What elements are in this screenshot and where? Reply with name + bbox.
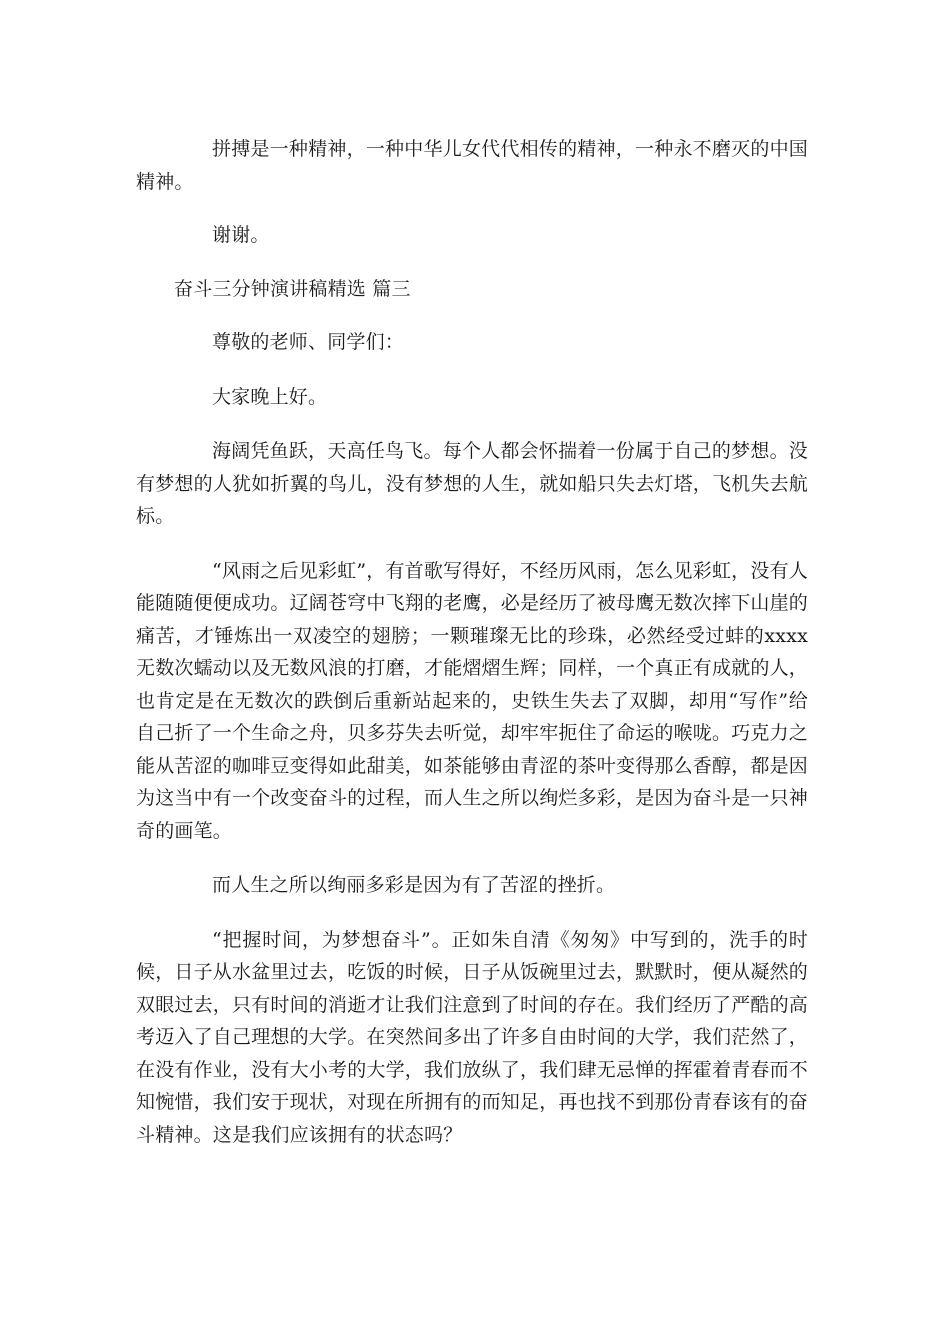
- paragraph-good-evening: 大家晚上好。: [212, 385, 328, 408]
- paragraph-time: “把握时间，为梦想奋斗”。正如朱自清《匆匆》中写到的，洗手的时候，日子从水盆里过去，吃饭的时候，日子从饭碗里过去，默默时，便从凝然的双眼过去，只有时间的消逝才让我们注意到了时间的存在。我们经历了严酷的高考迈入了自己理想的大学。在突然间多出了许多自由时间的大学，我们茫然了，在没有作业，没有大小考的大学，我们放纵了，我们肆无忌惮的挥霍着青春而不知惋惜，我们安于现状，对现在所拥有的而知足，再也找不到那份青春该有的奋斗精神。这是我们应该拥有的状态吗？: [136, 928, 809, 1146]
- section-heading: 奋斗三分钟演讲稿精选 篇三: [174, 277, 411, 300]
- paragraph-spirit: 拼搏是一种精神，一种中华儿女代代相传的精神，一种永不磨灭的中国精神。: [136, 138, 808, 193]
- paragraph-rainbow: “风雨之后见彩虹”，有首歌写得好，不经历风雨，怎么见彩虹，没有人能随随便便成功。辽阔苍穹中飞翔的老鹰，必是经历了被母鹰无数次摔下山崖的痛苦，才锤炼出一双凌空的翅膀；一颗璀璨无比的珍珠，必然经受过蚌的xxxx无数次蠕动以及无数风浪的打磨，才能熠熠生辉；同样，一个真正有成就的人，也肯定是在无数次的跌倒后重新站起来的，史铁生失去了双脚，却用“写作”给自己折了一个生命之舟，贝多芬失去听觉，却牢牢扼住了命运的喉咙。巧克力之能从苦涩的咖啡豆变得如此甜美，如茶能够由青涩的茶叶变得那么香醇，都是因为这当中有一个改变奋斗的过程，而人生之所以绚烂多彩，是因为奋斗是一只神奇的画笔。: [136, 559, 809, 842]
- paragraph-greeting-teachers: 尊敬的老师、同学们：: [212, 331, 405, 353]
- paragraph-thanks: 谢谢。: [212, 224, 270, 246]
- paragraph-dream: 海阔凭鱼跃，天高任鸟飞。每个人都会怀揣着一份属于自己的梦想。没有梦想的人犹如折翼的鸟儿，没有梦想的人生，就如船只失去灯塔，飞机失去航标。: [136, 440, 809, 527]
- paragraph-setbacks: 而人生之所以绚丽多彩是因为有了苦涩的挫折。: [212, 874, 616, 896]
- document-page: [136, 133, 808, 1151]
